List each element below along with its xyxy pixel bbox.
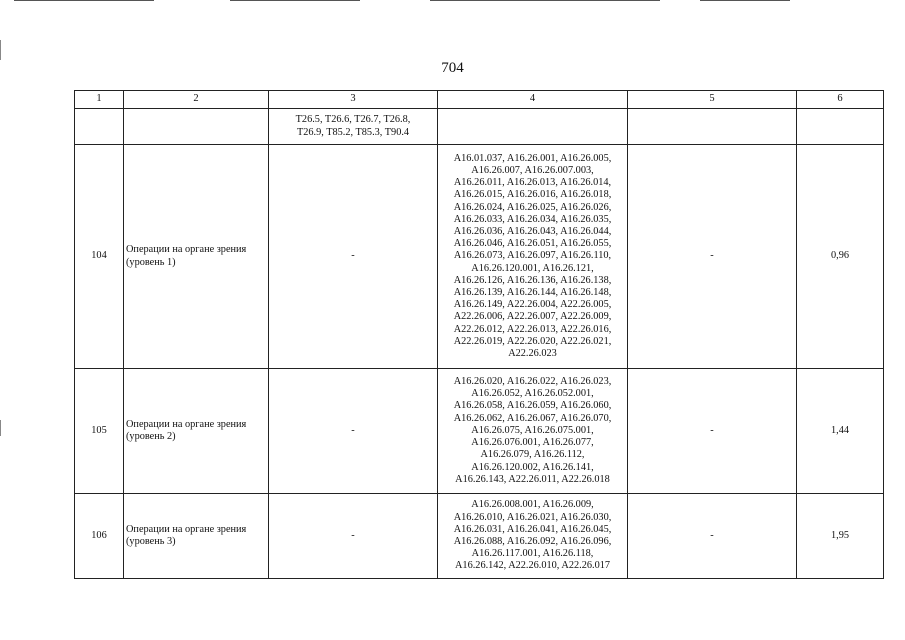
diagnoses-cell: - bbox=[269, 494, 438, 579]
service-code-line: A16.26.036, A16.26.043, A16.26.044, bbox=[453, 225, 612, 237]
coefficient-cell: 1,95 bbox=[797, 494, 884, 579]
procedure-name-line: (уровень 1) bbox=[126, 256, 176, 268]
service-code-line: A22.26.006, A22.26.007, A22.26.009, bbox=[453, 311, 612, 323]
service-code-line: A16.26.075, A16.26.075.001, bbox=[471, 424, 594, 436]
service-code-line: A16.26.088, A16.26.092, A16.26.096, bbox=[453, 536, 612, 547]
service-code-line: A16.26.010, A16.26.021, A16.26.030, bbox=[453, 511, 612, 523]
scan-edge-line bbox=[14, 0, 154, 1]
service-code-line: A16.26.142, A22.26.010, A22.26.017 bbox=[454, 560, 611, 572]
table-row bbox=[75, 369, 884, 494]
column5-cell: - bbox=[628, 145, 797, 369]
procedure-name-line: (уровень 2) bbox=[126, 431, 176, 442]
column5-cell: - bbox=[628, 494, 797, 579]
table-row bbox=[75, 145, 884, 369]
scan-edge-line bbox=[700, 0, 790, 1]
service-code-line: A16.26.062, A16.26.067, A16.26.070, bbox=[453, 412, 612, 424]
continuation-col6 bbox=[797, 109, 884, 145]
procedures-table bbox=[74, 90, 884, 579]
service-code-line: A16.26.031, A16.26.041, A16.26.045, bbox=[453, 523, 612, 535]
service-code-line: A22.26.012, A22.26.013, A22.26.016, bbox=[453, 323, 612, 335]
scan-edge-line bbox=[230, 0, 360, 1]
continuation-col2 bbox=[124, 109, 269, 145]
column5-cell: - bbox=[628, 369, 797, 494]
table-row bbox=[75, 494, 884, 579]
service-code-line: A16.26.015, A16.26.016, A16.26.018, bbox=[453, 189, 612, 201]
service-code-line: A16.01.037, A16.26.001, A16.26.005, bbox=[453, 152, 612, 164]
procedure-name bbox=[124, 145, 269, 369]
service-code-line: A16.26.149, A22.26.004, A22.26.005, bbox=[453, 299, 612, 311]
scan-edge-mark bbox=[0, 40, 1, 60]
service-code-line: A16.26.120.002, A16.26.141, bbox=[471, 461, 594, 473]
service-code-line: A16.26.046, A16.26.051, A16.26.055, bbox=[453, 238, 612, 250]
row-number: 105 bbox=[75, 369, 124, 494]
column-header-5: 5 bbox=[628, 91, 797, 109]
service-code-line: A16.26.073, A16.26.097, A16.26.110, bbox=[453, 250, 612, 262]
service-code-line: A16.26.024, A16.26.025, A16.26.026, bbox=[453, 201, 612, 213]
column-number-row bbox=[75, 91, 884, 109]
continuation-col4 bbox=[438, 109, 628, 145]
column-header-4: 4 bbox=[438, 91, 628, 109]
service-code-line: A16.26.007, A16.26.007.003, bbox=[471, 164, 594, 176]
service-code-line: A16.26.052, A16.26.052.001, bbox=[471, 388, 594, 400]
column-header-2: 2 bbox=[124, 91, 269, 109]
page-number: 704 bbox=[441, 60, 464, 76]
service-codes bbox=[438, 369, 628, 494]
diagnosis-line: T26.5, T26.6, T26.7, T26.8, bbox=[295, 114, 411, 126]
service-code-line: A16.26.058, A16.26.059, A16.26.060, bbox=[453, 400, 612, 412]
scan-edge-line bbox=[430, 0, 660, 1]
service-code-line: A16.26.020, A16.26.022, A16.26.023, bbox=[453, 376, 612, 388]
row-number: 106 bbox=[75, 494, 124, 579]
continuation-col5 bbox=[628, 109, 797, 145]
service-code-line: A16.26.143, A22.26.011, A22.26.018 bbox=[455, 473, 610, 485]
continuation-row bbox=[75, 109, 884, 145]
procedure-name-line: Операции на органе зрения bbox=[126, 244, 247, 256]
continuation-col1 bbox=[75, 109, 124, 145]
service-code-line: A16.26.076.001, A16.26.077, bbox=[471, 437, 594, 449]
service-code-line: A16.26.126, A16.26.136, A16.26.138, bbox=[453, 274, 612, 286]
diagnoses-cell: - bbox=[269, 369, 438, 494]
row-number: 104 bbox=[75, 145, 124, 369]
service-code-line: A16.26.079, A16.26.112, bbox=[480, 449, 585, 461]
service-code-line: A16.26.008.001, A16.26.009, bbox=[471, 499, 594, 511]
service-code-line: A16.26.011, A16.26.013, A16.26.014, bbox=[453, 177, 612, 189]
column-header-3: 3 bbox=[269, 91, 438, 109]
service-code-line: A22.26.023 bbox=[508, 348, 557, 360]
coefficient-cell: 0,96 bbox=[797, 145, 884, 369]
service-codes bbox=[438, 145, 628, 369]
column-header-1: 1 bbox=[75, 91, 124, 109]
diagnosis-line: T26.9, T85.2, T85.3, T90.4 bbox=[296, 126, 410, 138]
procedure-name-line: Операции на органе зрения bbox=[126, 523, 247, 535]
scan-edge-mark bbox=[0, 420, 1, 436]
service-code-line: A16.26.120.001, A16.26.121, bbox=[471, 262, 594, 274]
procedure-name bbox=[124, 369, 269, 494]
column-header-6: 6 bbox=[797, 91, 884, 109]
diagnoses-cell: - bbox=[269, 145, 438, 369]
procedure-name bbox=[124, 494, 269, 579]
service-code-line: A16.26.033, A16.26.034, A16.26.035, bbox=[453, 213, 612, 225]
coefficient-cell: 1,44 bbox=[797, 369, 884, 494]
continuation-diagnoses bbox=[269, 109, 438, 145]
service-codes bbox=[438, 494, 628, 579]
service-code-line: A16.26.139, A16.26.144, A16.26.148, bbox=[453, 287, 612, 298]
service-code-line: A22.26.019, A22.26.020, A22.26.021, bbox=[453, 335, 612, 347]
procedure-name-line: Операции на органе зрения bbox=[126, 418, 247, 430]
service-code-line: A16.26.117.001, A16.26.118, bbox=[471, 548, 594, 560]
procedure-name-line: (уровень 3) bbox=[126, 536, 176, 547]
